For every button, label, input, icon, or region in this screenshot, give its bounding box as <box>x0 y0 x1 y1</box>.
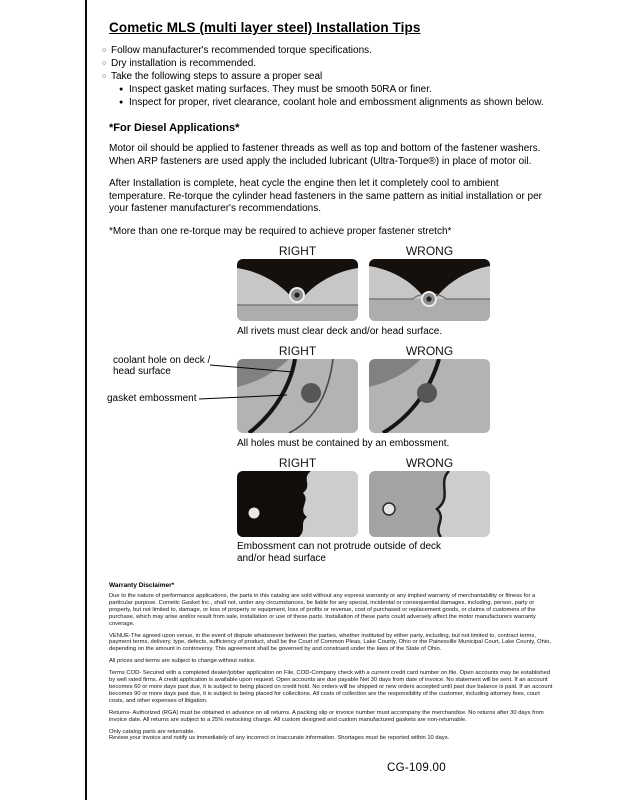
warranty-paragraph: All prices and terms are subject to change without notice. <box>109 658 256 665</box>
embossment-protrusion-right-image <box>237 471 358 537</box>
coolant-hole-callout-label: coolant hole on deck / head surface <box>113 355 211 377</box>
row3-right-label: RIGHT <box>278 456 317 470</box>
warranty-paragraph: Terms COD- Secured with a completed dealer/jobber application on File, COD-Company check with a current credit card number on file. Open accounts may be established by well rated firms. A credit application is available upon request. Open accounts are due payable Net 30 days from date of invoice. No statement will be sent. If an account becomes 60 or more days past due, it is subject to being placed on credit hold. No orders will be shipped or new orders accepted until past due balance is paid. If an account becomes 90 or more days past due, it is subject to being placed for collections. All costs of collection are the responsibility of the customer, including attorney fees, court costs, and other expenses of litigation. <box>109 670 553 704</box>
installation-tips-list <box>102 44 565 109</box>
row2-wrong-label: WRONG <box>405 344 454 358</box>
gasket-embossment-callout-label: gasket embossment <box>107 393 197 404</box>
diesel-applications-heading: *For Diesel Applications* <box>109 122 240 134</box>
diesel-paragraph-1: Motor oil should be applied to fastener threads as well as top and bottom of the fastener washers. When ARP fasteners are used apply the included lubricant (Ultra-Torque®) in place of motor oil. <box>109 143 541 167</box>
warranty-paragraph: Review your invoice and notify us immediately of any incorrect or inaccurate information. Shortages must be reported within 10 days. <box>109 735 450 742</box>
row3-wrong-label: WRONG <box>405 456 454 470</box>
row1-right-label: RIGHT <box>278 244 317 258</box>
embossment-protrusion-wrong-image <box>369 471 490 537</box>
warranty-paragraph: Returns- Authorized (RGA) must be obtained in advance on all returns. A packing slip or invoice number must accompany the merchandise. No returns after 30 days from invoice date. All returns are subject to a 25% restocking charge. All custom designed and custom manufactured gaskets are non-returnable. <box>109 709 544 723</box>
warranty-paragraph: Only catalog parts are returnable. <box>109 728 196 735</box>
row2-caption: All holes must be contained by an embossment. <box>237 438 450 449</box>
embossment-containment-wrong-image <box>369 359 490 433</box>
installation-diagrams-figure <box>97 244 565 578</box>
warranty-heading: Warranty Disclaimer* <box>109 582 175 589</box>
warranty-paragraph: Due to the nature of performance applications, the parts in this catalog are sold without any express warranty or any implied warranty of merchantability or fitness for a particular purpose. Cometic Gasket Inc., shall not, under any circumstances, be liable for any special, incidental or consequential damages, including, person, party or property, but not limited to, damage, or loss of property or equipment, loss of profits or revenue, cost of purchased or replacement goods, or claims of customers of the purchase, which may arise and/or result from sale, installation or use of these parts. Installation of these parts could adversely affect the motor manufacturers warranty coverage. <box>109 593 536 627</box>
tip-item: ○ Follow manufacturer's recommended torque specifications. <box>102 44 565 57</box>
row3-caption: Embossment can not protrude outside of deck and/or head surface <box>237 541 442 564</box>
diesel-paragraph-2: After Installation is complete, heat cycle the engine then let it completely cool to ambient temperature. Re-torque the cylinder head fasteners in the same pattern as initial installation or per your fastener manufacturer's recommendations. <box>109 178 543 214</box>
row1-caption: All rivets must clear deck and/or head surface. <box>237 326 443 337</box>
left-border-rule <box>85 0 87 800</box>
tip-subitem: ● Inspect for proper, rivet clearance, coolant hole and embossment alignments as shown below. <box>119 96 565 109</box>
retorque-note: *More than one re-torque may be required to achieve proper fastener stretch* <box>109 225 452 237</box>
page-title: Cometic MLS (multi layer steel) Installation Tips <box>109 20 421 35</box>
page-content <box>97 18 565 747</box>
row2-right-label: RIGHT <box>278 344 317 358</box>
row1-wrong-label: WRONG <box>405 244 454 258</box>
rivet-clearance-wrong-image <box>369 259 490 321</box>
tip-item: ○ Dry installation is recommended. <box>102 57 565 70</box>
embossment-containment-right-image <box>237 359 358 433</box>
warranty-disclaimer-section <box>109 582 553 742</box>
warranty-paragraph: VENUE-The agreed upon venue, in the event of dispute whatsoever between the parties, whether instituted by either party, including, but not limited to, contract terms, payment terms, delivery, type, defects, sufficiency of product, shall be the Court of Common Pleas, Lake County, Ohio or the Painesville Municipal Court, Lake County, Ohio, depending on the amount in controversy. This agreement shall be governed by and construed under the laws of the State of Ohio. <box>109 632 551 653</box>
tip-subitem: ● Inspect gasket mating surfaces. They must be smooth 50RA or finer. <box>119 83 565 96</box>
rivet-clearance-right-image <box>237 259 358 321</box>
document-number: CG-109.00 <box>387 762 446 774</box>
tip-item: ○ Take the following steps to assure a proper seal <box>102 70 565 83</box>
